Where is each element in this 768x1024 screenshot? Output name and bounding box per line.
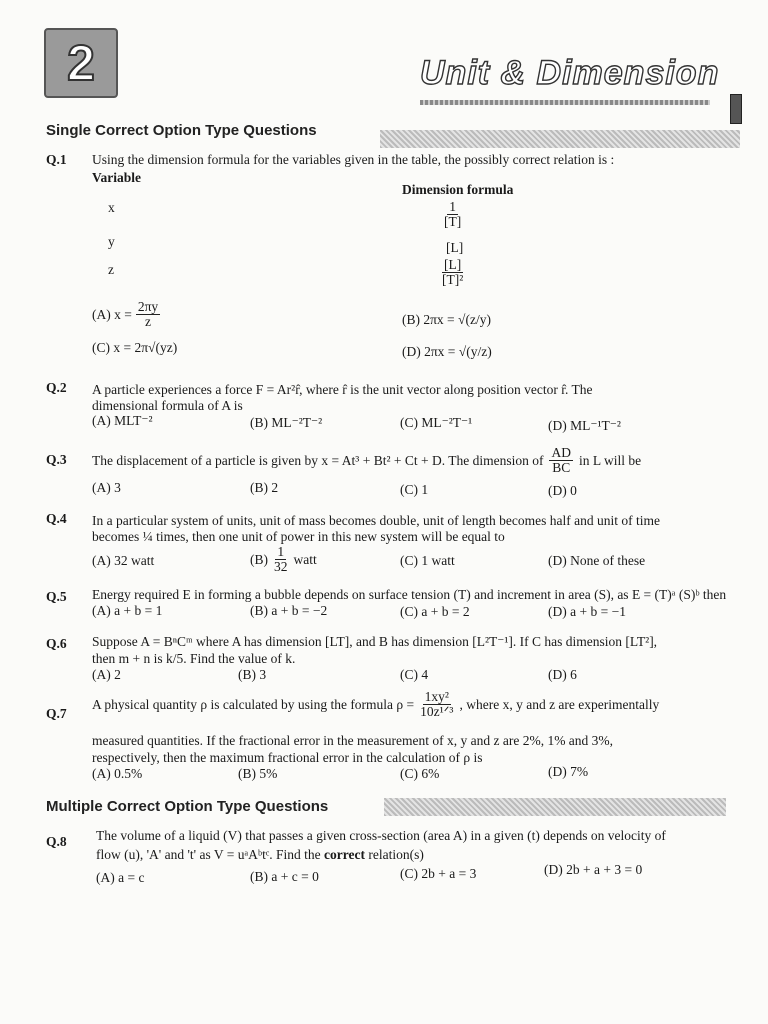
q3-text-pre: The displacement of a particle is given by x = At³ + Bt² + Ct + D. The dimension of	[92, 452, 544, 468]
question-text: In a particular system of units, unit of mass becomes double, unit of length becomes half and unit of time	[92, 513, 660, 528]
option-b-num: 1	[277, 544, 285, 559]
side-tab-mark	[730, 94, 742, 124]
section-bar	[384, 798, 726, 816]
option-b: (B) 5%	[238, 766, 278, 781]
option-a: (A) 3	[92, 480, 121, 495]
option-b: (B) a + c = 0	[250, 869, 319, 884]
option-c: (C) ML⁻²T⁻¹	[400, 415, 473, 430]
question-number: Q.7	[46, 706, 67, 721]
option-b-label: (B)	[250, 551, 268, 567]
question-number: Q.8	[46, 834, 67, 849]
question-number: Q.5	[46, 589, 67, 604]
option-a-label: (A) x =	[92, 306, 132, 322]
option-c: (C) 1	[400, 482, 429, 497]
q7-frac-num: 1xy²	[424, 689, 449, 704]
option-b-fraction	[272, 545, 290, 574]
q8-text-bold: correct	[324, 847, 365, 862]
option-c: (C) 4	[400, 667, 429, 682]
table-header-variable: Variable	[92, 170, 142, 185]
q7-text-pre: A physical quantity ρ is calculated by using the formula ρ =	[92, 696, 415, 712]
chapter-title: Unit & Dimension	[420, 54, 720, 92]
option-b: (B) 2	[250, 480, 279, 495]
question-text: Suppose A = BⁿCᵐ where A has dimension [LT], and B has dimension [L²T⁻¹]. If C has dimension [LT²],	[92, 634, 658, 649]
option-a: (A) 0.5%	[92, 766, 143, 781]
question-text-line2: becomes ¼ times, then one unit of power in this new system will be equal to	[92, 529, 505, 544]
q7-fraction	[418, 690, 455, 719]
option-d: (D) 2b + a + 3 = 0	[544, 862, 643, 877]
dimension-z	[440, 258, 465, 287]
title-rule	[420, 100, 710, 105]
option-a: (A) 32 watt	[92, 553, 155, 568]
dim-x-num: 1	[449, 199, 456, 214]
option-a	[92, 300, 160, 329]
q3-frac-num: AD	[551, 445, 571, 460]
section-heading-multiple: Multiple Correct Option Type Questions	[46, 798, 329, 815]
variable-z: z	[108, 262, 114, 277]
variable-y: y	[108, 234, 115, 249]
option-c: (C) 2b + a = 3	[400, 866, 477, 881]
chapter-number: 2	[44, 28, 118, 98]
q7-frac-den: 10z¹ᐟ³	[420, 704, 454, 719]
q7-text-post: , where x, y and z are experimentally	[459, 696, 660, 712]
question-text	[92, 446, 641, 475]
option-b: (B) 2πx = √(z/y)	[402, 312, 491, 327]
question-number: Q.2	[46, 380, 67, 395]
question-text: The volume of a liquid (V) that passes a given cross-section (area A) in a given (t) depends on velocity of	[96, 828, 666, 843]
q3-fraction	[549, 446, 573, 475]
option-d: (D) 7%	[548, 764, 589, 779]
option-b	[250, 545, 317, 574]
option-d: (D) 6	[548, 667, 577, 682]
dimension-y: [L]	[446, 240, 464, 255]
question-text-line3: respectively, then the maximum fractional error in the calculation of ρ is	[92, 750, 483, 765]
option-d: (D) a + b = −1	[548, 604, 626, 619]
q3-text-post: in L will be	[578, 452, 642, 468]
section-bar	[380, 130, 740, 148]
question-text-line2: measured quantities. If the fractional error in the measurement of x, y and z are 2%, 1% and 3%,	[92, 733, 614, 748]
question-number: Q.4	[46, 511, 67, 526]
option-c: (C) a + b = 2	[400, 604, 470, 619]
question-number: Q.6	[46, 636, 67, 651]
table-header-dimension: Dimension formula	[402, 182, 514, 197]
question-number: Q.1	[46, 152, 67, 167]
question-text-line2	[96, 847, 424, 863]
option-a-num: 2πy	[137, 299, 159, 314]
question-text-line2: dimensional formula of A is	[92, 398, 243, 413]
question-text	[92, 690, 737, 719]
option-b-unit: watt	[293, 551, 317, 567]
q8-text-pre: flow (u), 'A' and 't' as V = uᵃAᵇtᶜ. Find the	[96, 847, 321, 862]
option-c: (C) x = 2π√(yz)	[92, 340, 178, 355]
question-text: Using the dimension formula for the variables given in the table, the possibly correct relation is :	[92, 152, 615, 167]
option-a: (A) a + b = 1	[92, 603, 163, 618]
dim-x-den: [T]	[444, 214, 462, 229]
option-b: (B) a + b = −2	[250, 603, 328, 618]
option-b: (B) 3	[238, 667, 267, 682]
dim-z-den: [T]²	[442, 272, 464, 287]
question-number: Q.3	[46, 452, 67, 467]
question-text: Energy required E in forming a bubble depends on surface tension (T) and increment in area (S), as E = (T)ᵃ (S)ᵇ then	[92, 587, 727, 602]
section-heading-single: Single Correct Option Type Questions	[46, 122, 317, 139]
q8-text-post: relation(s)	[368, 847, 424, 862]
option-b-den: 32	[274, 559, 288, 574]
q3-frac-den: BC	[552, 460, 571, 475]
variable-x: x	[108, 200, 115, 215]
option-a: (A) MLT⁻²	[92, 413, 153, 428]
dimension-x	[442, 200, 463, 229]
option-c: (C) 6%	[400, 766, 440, 781]
option-a-den: z	[145, 314, 152, 329]
option-d: (D) 2πx = √(y/z)	[402, 344, 492, 359]
option-a: (A) 2	[92, 667, 121, 682]
option-a-fraction	[136, 300, 160, 329]
option-b: (B) ML⁻²T⁻²	[250, 415, 323, 430]
question-text: A particle experiences a force F = Ar²r̂, where r̂ is the unit vector along position vector r̂. The	[92, 382, 593, 397]
option-d: (D) None of these	[548, 553, 646, 568]
option-d: (D) 0	[548, 483, 577, 498]
option-c: (C) 1 watt	[400, 553, 455, 568]
option-a: (A) a = c	[96, 870, 145, 885]
option-d: (D) ML⁻¹T⁻²	[548, 418, 621, 433]
dim-z-num: [L]	[444, 257, 462, 272]
question-text-line2: then m + n is k/5. Find the value of k.	[92, 651, 296, 666]
